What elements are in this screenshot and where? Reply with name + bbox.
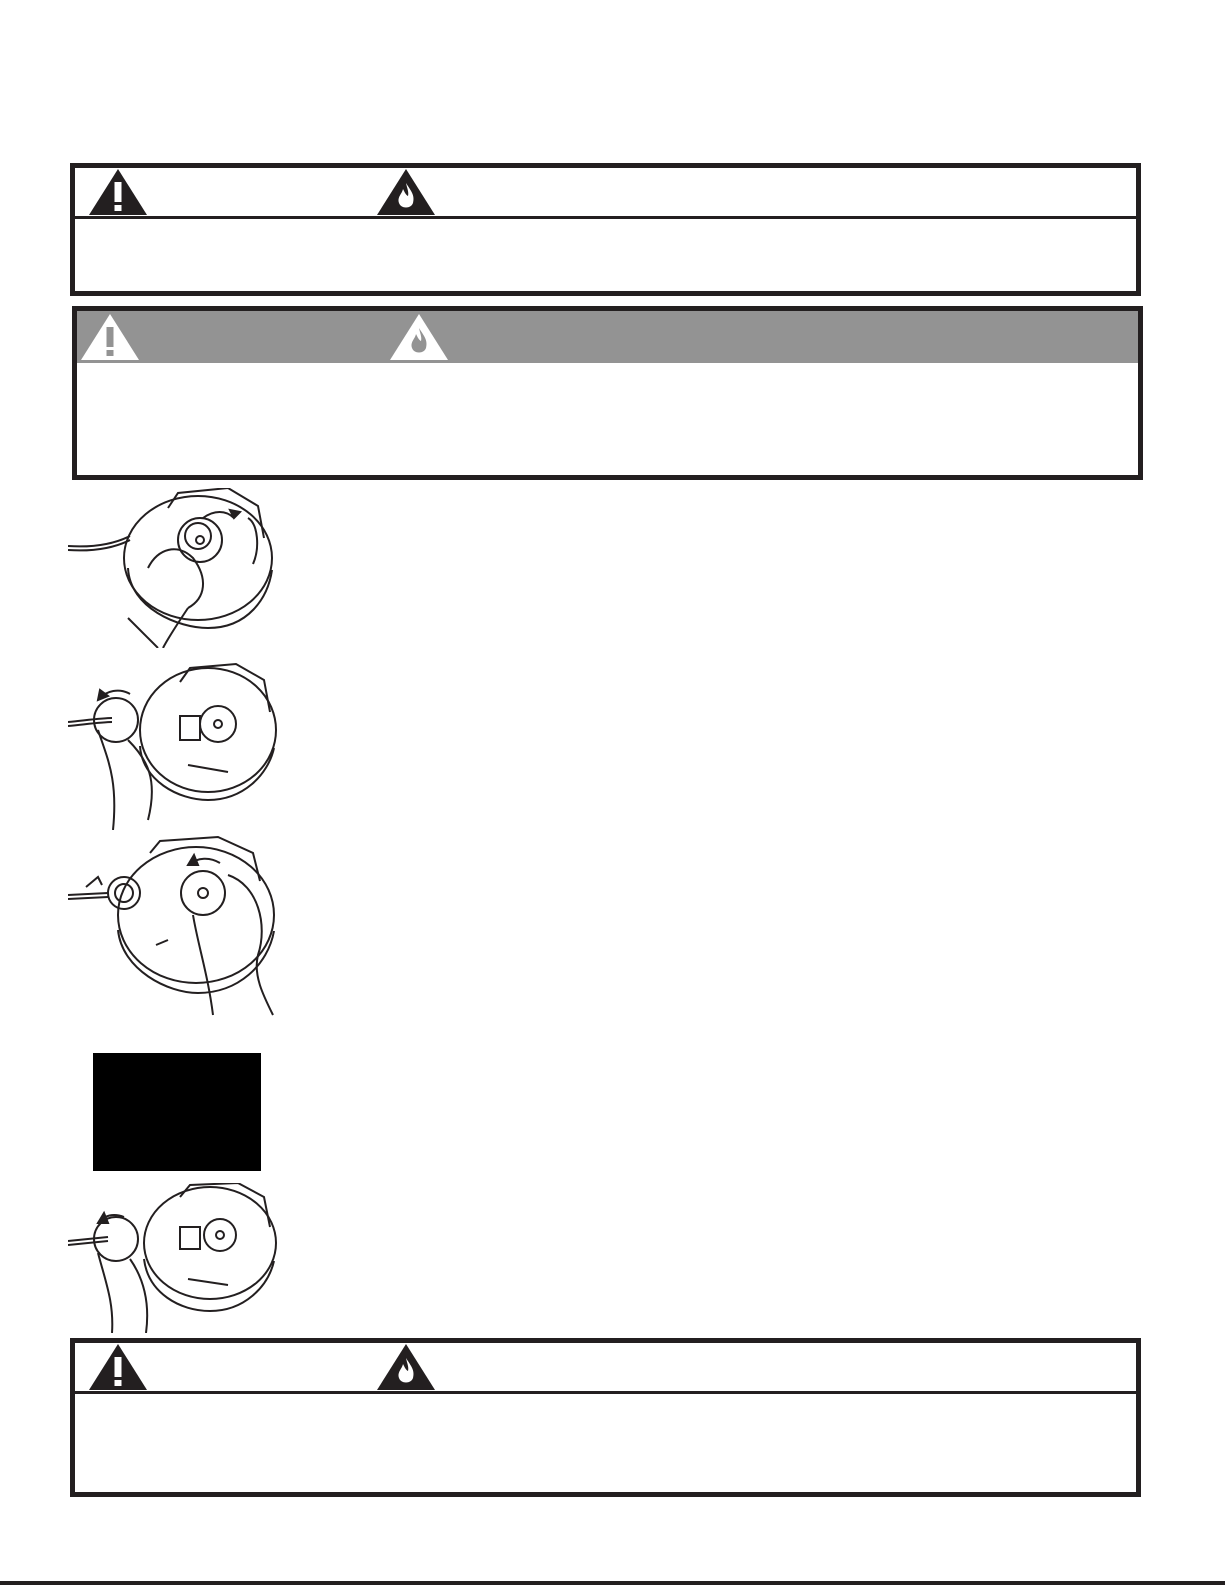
turn-valve-knob-illustration xyxy=(68,835,278,1020)
exclamation-triangle-icon xyxy=(79,312,141,362)
loosen-hose-connection-illustration xyxy=(68,1183,278,1333)
warning-box-1 xyxy=(70,163,1141,296)
exclamation-triangle-icon xyxy=(87,167,149,217)
tighten-hose-connection-illustration xyxy=(68,660,278,830)
warning-header xyxy=(77,311,1138,363)
warning-header xyxy=(75,168,1136,219)
fire-triangle-icon xyxy=(375,1342,437,1392)
redacted-black-image xyxy=(93,1053,261,1171)
fire-triangle-icon xyxy=(388,312,450,362)
open-tank-valve-illustration xyxy=(68,488,278,648)
fire-triangle-icon xyxy=(375,167,437,217)
exclamation-triangle-icon xyxy=(87,1342,149,1392)
warning-header xyxy=(75,1343,1136,1394)
warning-box-2 xyxy=(72,306,1143,480)
page-bottom-rule xyxy=(0,1581,1225,1585)
warning-box-3 xyxy=(70,1338,1141,1497)
